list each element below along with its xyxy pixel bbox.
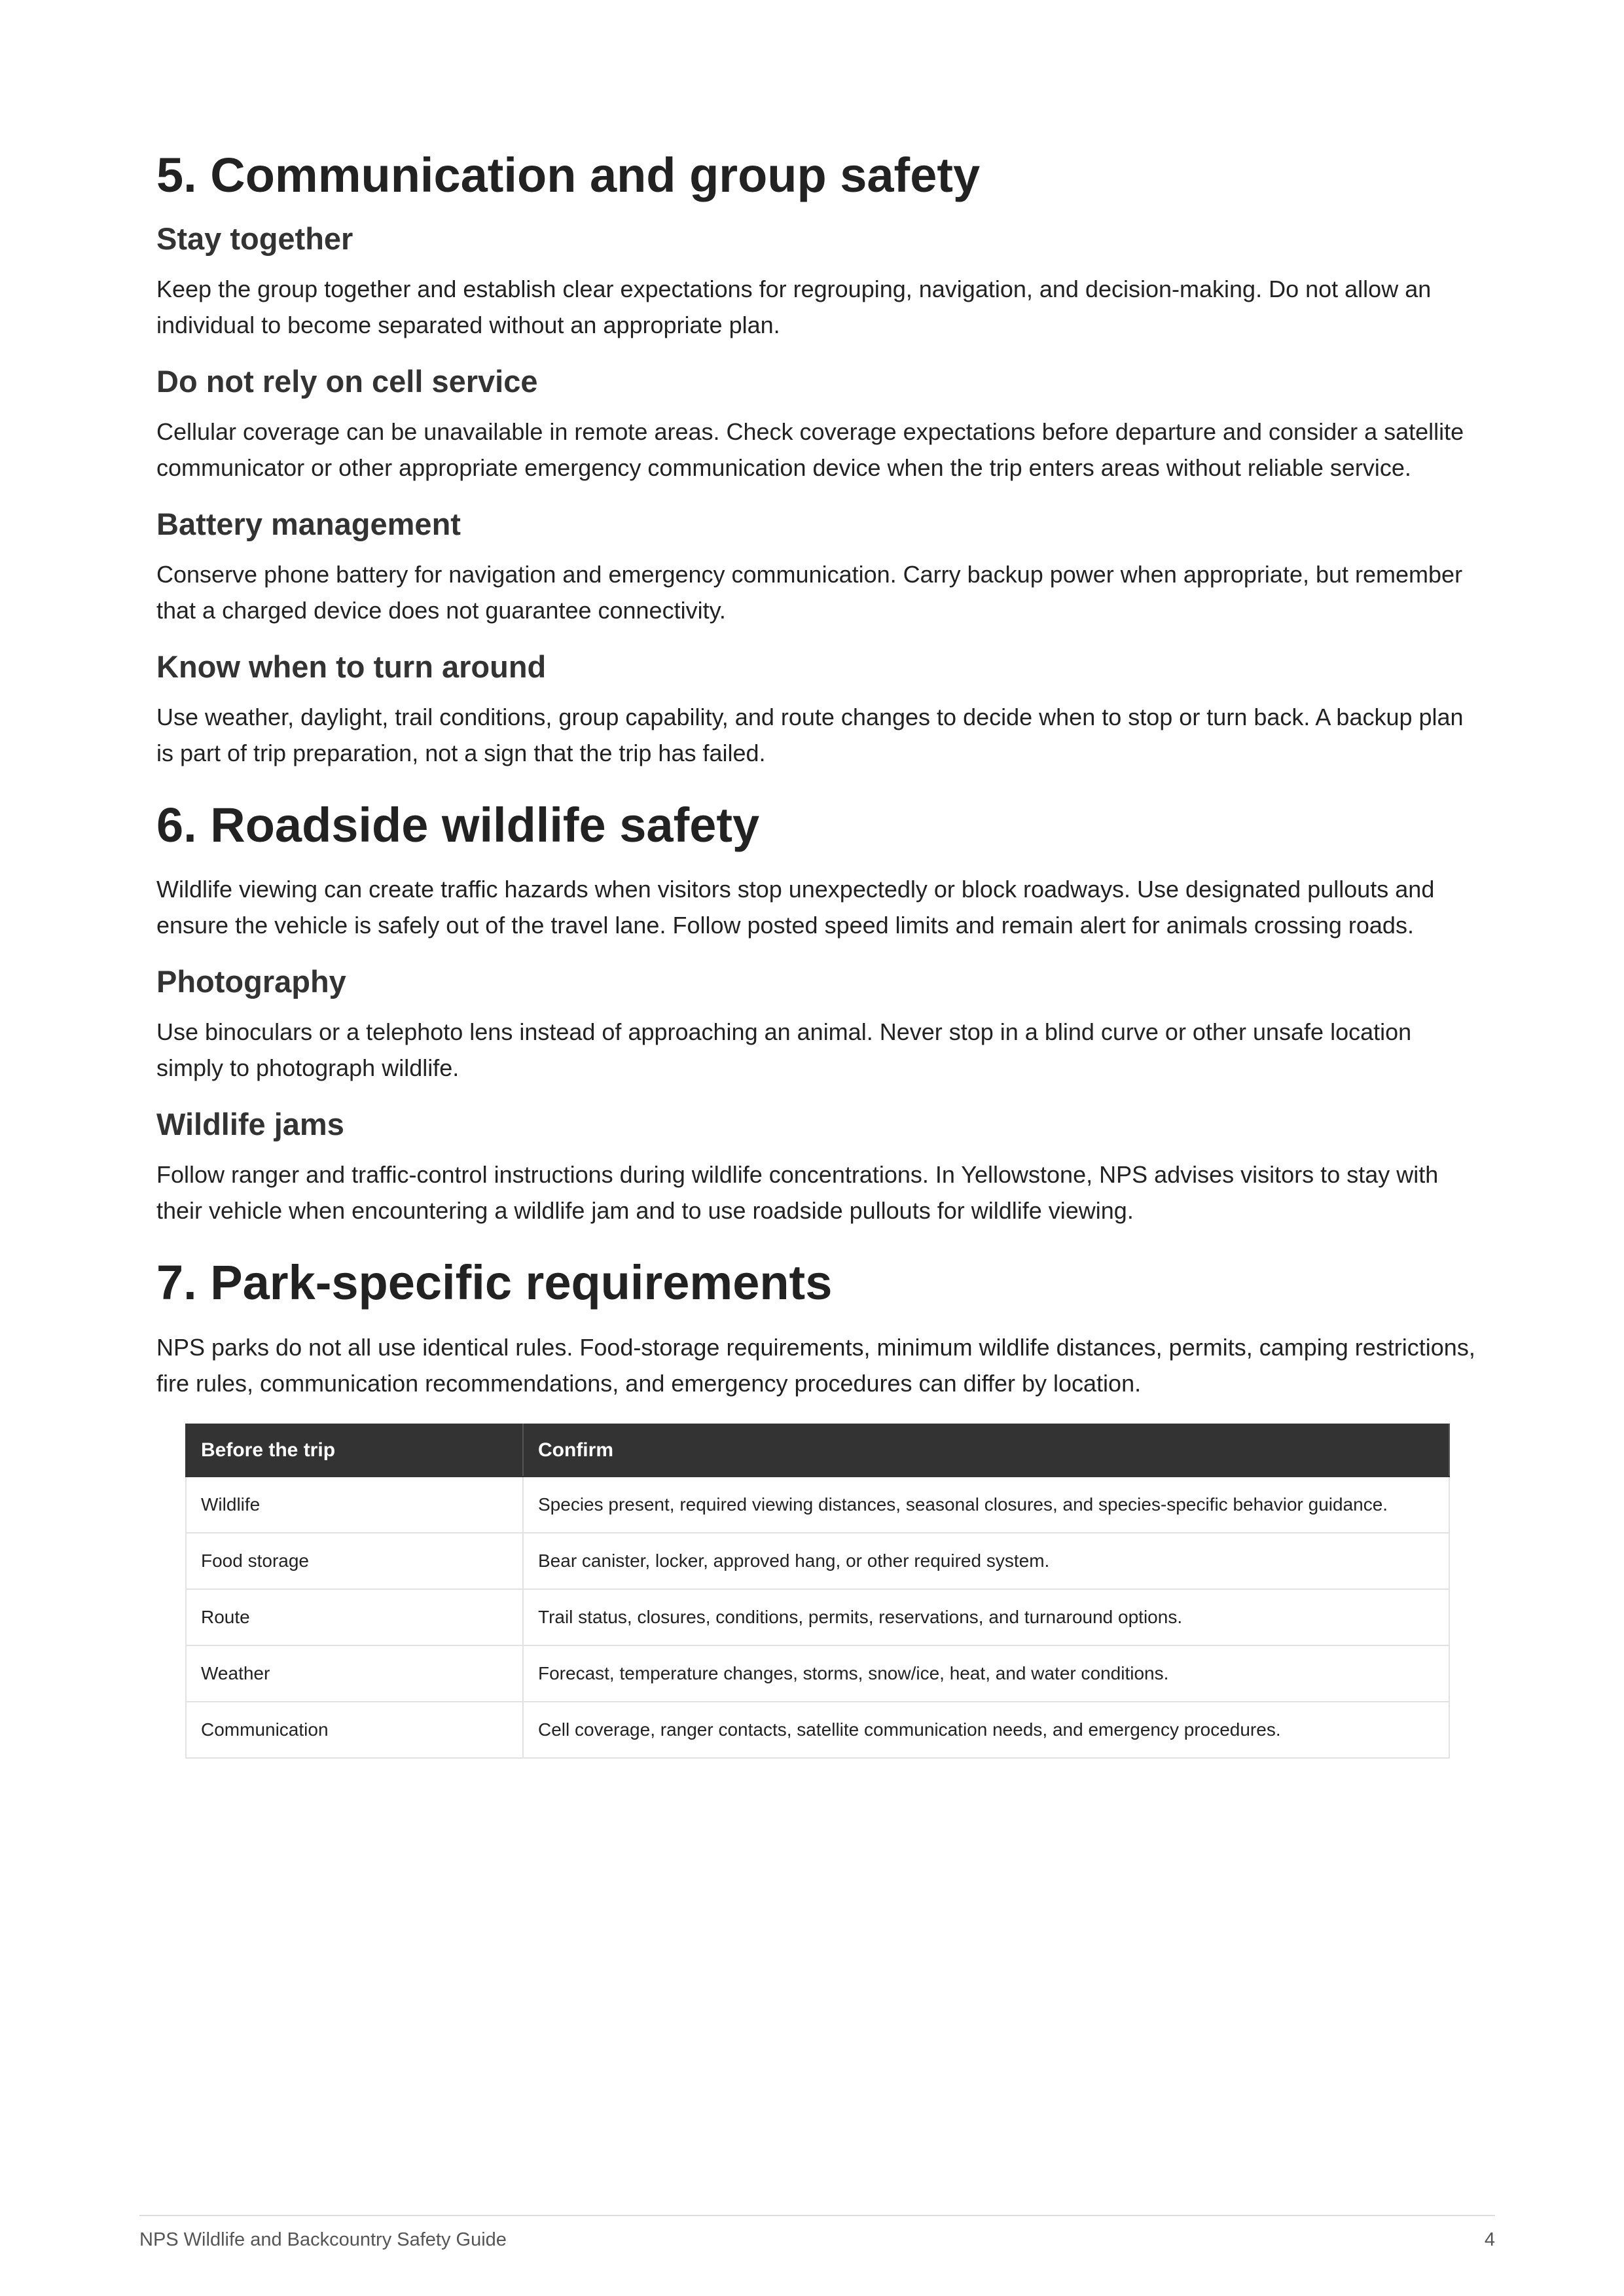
table-cell-category: Weather [186, 1645, 523, 1702]
table-cell-category: Wildlife [186, 1477, 523, 1533]
subsection-heading-battery: Battery management [156, 507, 461, 542]
table-cell-category: Route [186, 1589, 523, 1645]
footer-document-title: NPS Wildlife and Backcountry Safety Guide [139, 2229, 507, 2250]
table-row [186, 1533, 1449, 1589]
table-cell-confirm: Forecast, temperature changes, storms, snow/ice, heat, and water conditions. [523, 1645, 1449, 1702]
paragraph-stay-together: Keep the group together and establish clear expectations for regrouping, navigation, and decision-making. Do not allow an individual to become separated without an appropriate plan. [156, 276, 1432, 339]
table-cell-confirm: Species present, required viewing distances, seasonal closures, and species-specific behavior guidance. [523, 1477, 1449, 1533]
paragraph-wildlife-jams: Follow ranger and traffic-control instructions during wildlife concentrations. In Yellowstone, NPS advises visitors to stay with their vehicle when encountering a wildlife jam and to use roadside pullouts for wildlife viewing. [156, 1161, 1439, 1225]
section-5-title: 5. Communication and group safety [156, 148, 981, 202]
table-header-confirm: Confirm [523, 1424, 1449, 1477]
page-number: 4 [1484, 2229, 1495, 2250]
page-footer [139, 2215, 1495, 2251]
table-cell-category: Communication [186, 1702, 523, 1758]
subsection-heading-stay-together: Stay together [156, 221, 353, 257]
table-row [186, 1702, 1449, 1758]
paragraph-park-specific-intro: NPS parks do not all use identical rules. Food-storage requirements, minimum wildlife distances, permits, camping restrictions, fire rules, communication recommendations, and emergency procedures can differ by location. [156, 1333, 1475, 1397]
table-row [186, 1589, 1449, 1645]
table-header-before-trip: Before the trip [186, 1424, 523, 1477]
table-cell-category: Food storage [186, 1533, 523, 1589]
paragraph-turn-around: Use weather, daylight, trail conditions, group capability, and route changes to decide when to stop or turn back. A backup plan is part of trip preparation, not a sign that the trip has failed. [156, 704, 1464, 767]
subsection-heading-wildlife-jams: Wildlife jams [156, 1107, 344, 1142]
table-cell-confirm: Bear canister, locker, approved hang, or other required system. [523, 1533, 1449, 1589]
paragraph-roadside-intro: Wildlife viewing can create traffic hazards when visitors stop unexpectedly or block roadways. Use designated pullouts and ensure the vehicle is safely out of the travel lane. Follow posted speed limits and remain alert for animals crossing roads. [156, 876, 1435, 939]
table-row [186, 1477, 1449, 1533]
paragraph-cell-service: Cellular coverage can be unavailable in remote areas. Check coverage expectations before departure and consider a satellite communicator or other appropriate emergency communication device when the trip enters areas without reliable service. [156, 418, 1464, 482]
paragraph-battery: Conserve phone battery for navigation and emergency communication. Carry backup power when appropriate, but remember that a charged device does not guarantee connectivity. [156, 561, 1463, 624]
table-cell-confirm: Cell coverage, ranger contacts, satellite communication needs, and emergency procedures. [523, 1702, 1449, 1758]
section-7-title: 7. Park-specific requirements [156, 1255, 833, 1310]
table-cell-confirm: Trail status, closures, conditions, permits, reservations, and turnaround options. [523, 1589, 1449, 1645]
section-6-title: 6. Roadside wildlife safety [156, 798, 760, 853]
subsection-heading-photography: Photography [156, 964, 346, 999]
subsection-heading-cell-service: Do not rely on cell service [156, 364, 538, 399]
page-content [156, 147, 1479, 1759]
paragraph-photography: Use binoculars or a telephoto lens instead of approaching an animal. Never stop in a blind curve or other unsafe location simply to photograph wildlife. [156, 1018, 1412, 1082]
trip-checklist-table [185, 1424, 1450, 1759]
subsection-heading-turn-around: Know when to turn around [156, 649, 547, 685]
table-row [186, 1645, 1449, 1702]
table-header-row [186, 1424, 1449, 1477]
